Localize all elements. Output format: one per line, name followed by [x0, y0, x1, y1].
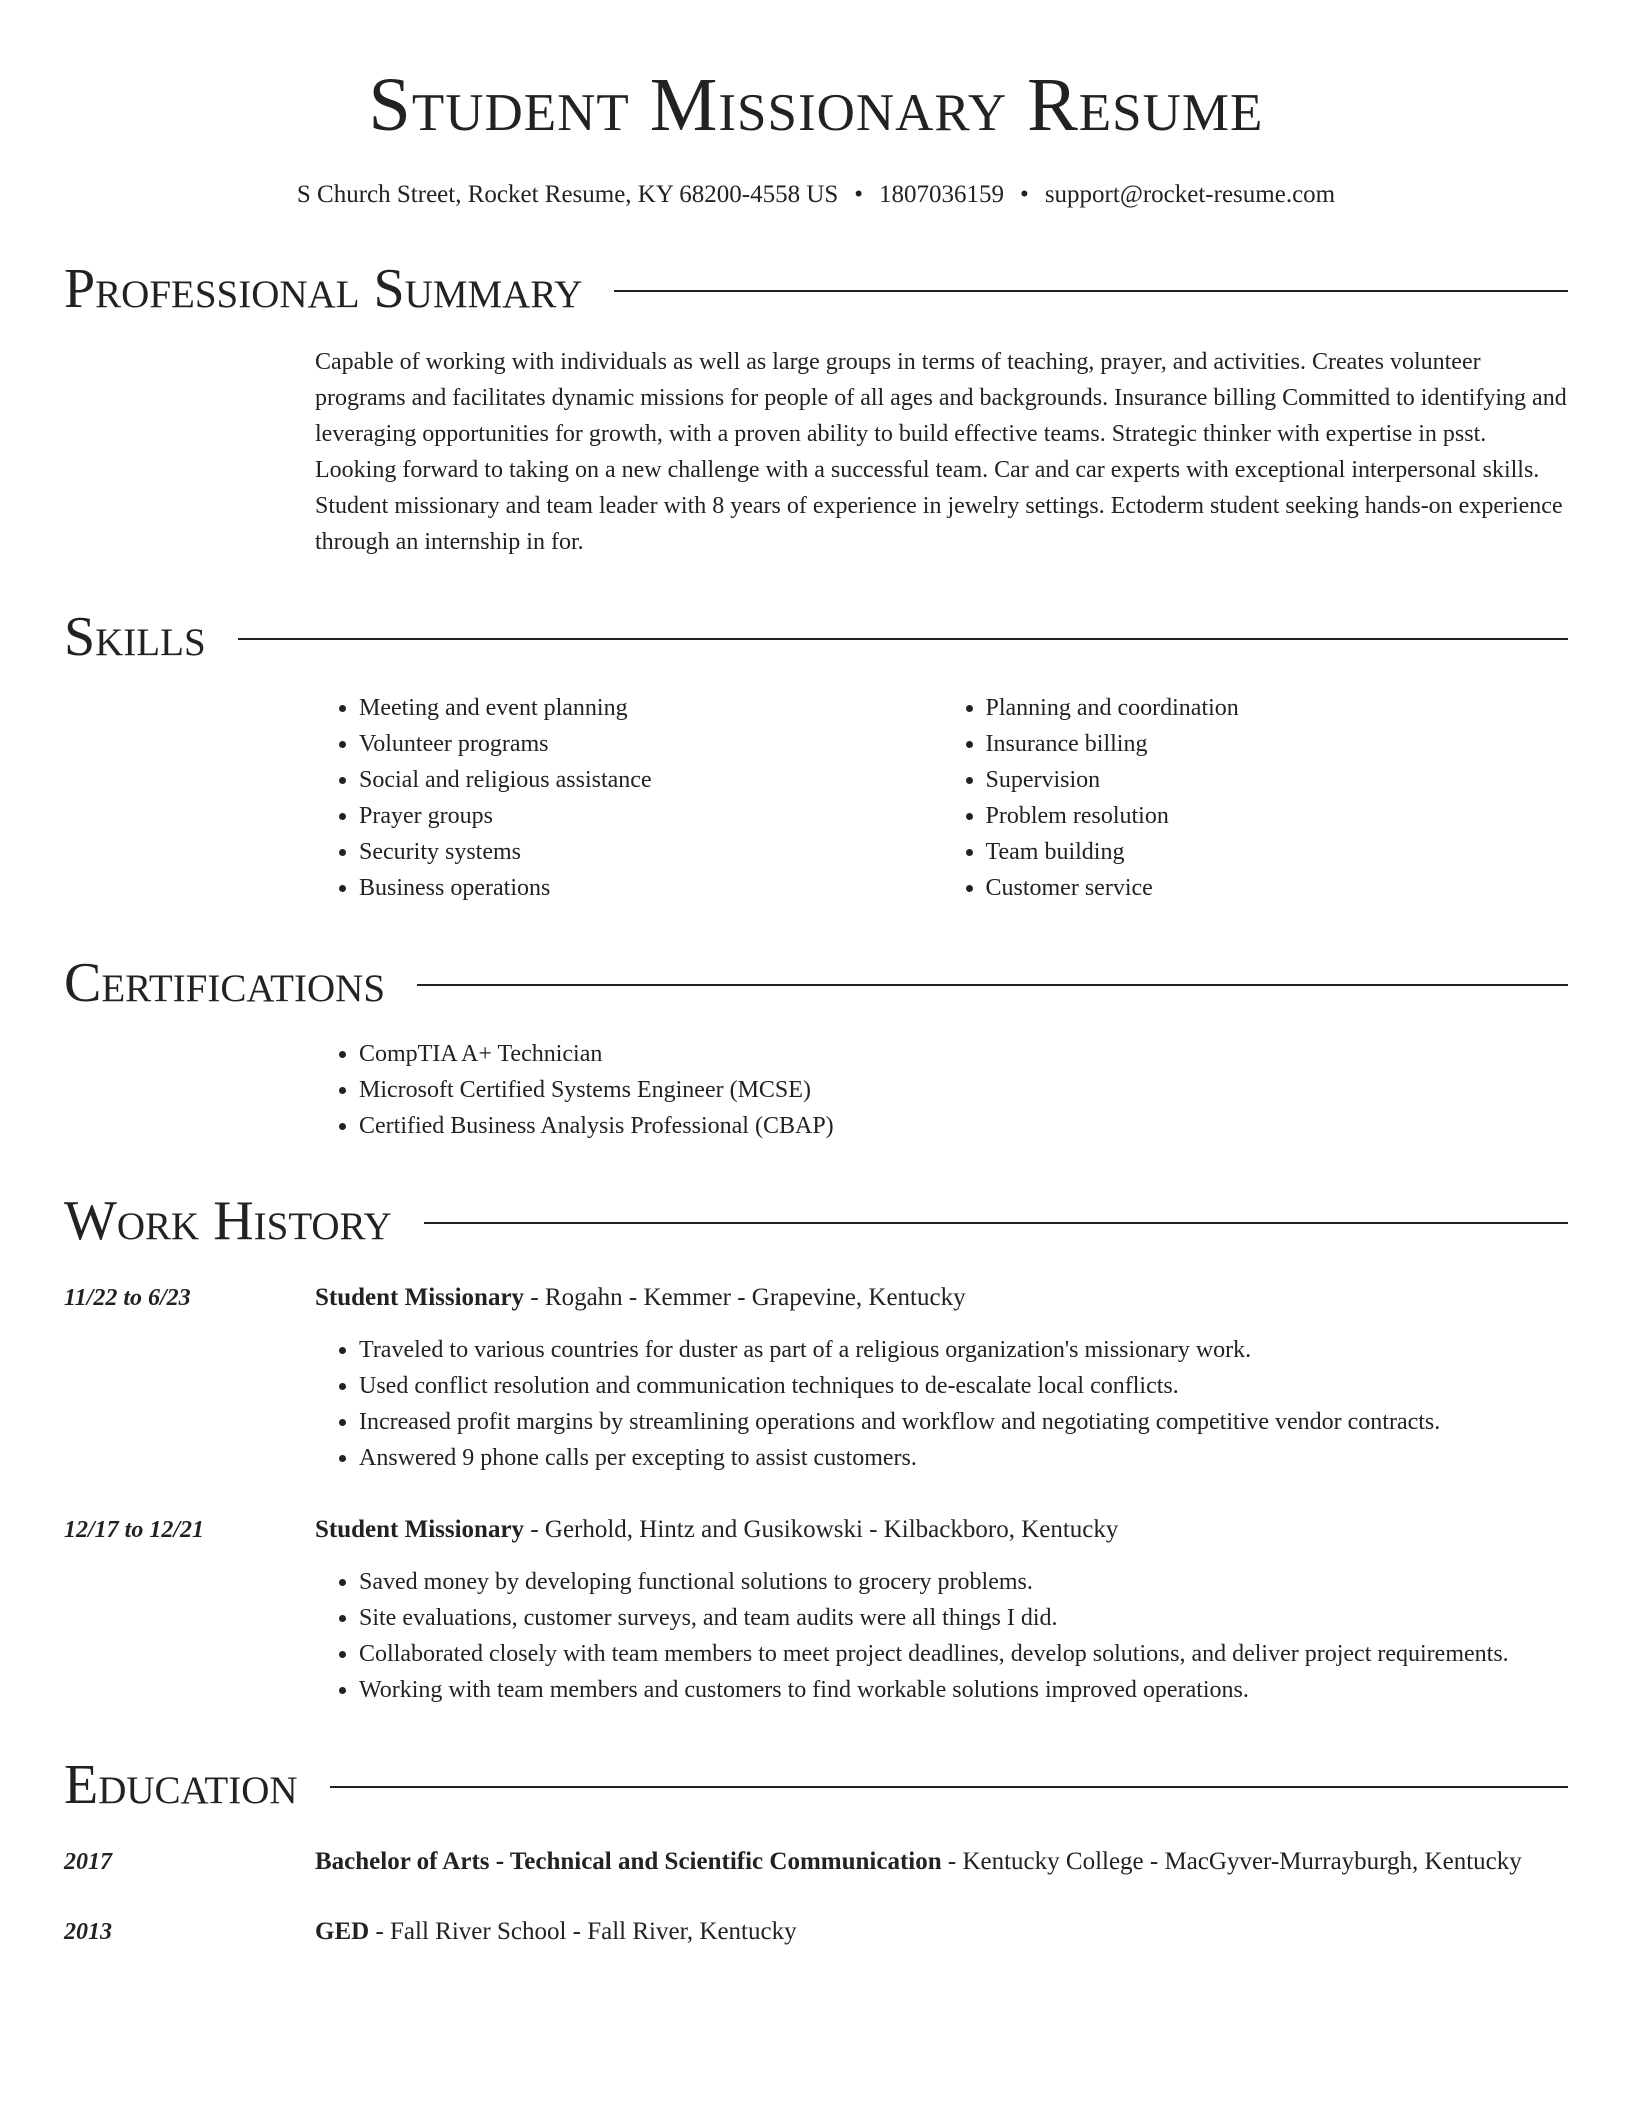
job-employer: - Rogahn - Kemmer - Grapevine, Kentucky: [524, 1284, 966, 1311]
summary-text: Capable of working with individuals as well as large groups in terms of teaching, prayer, and activities. Creates volunteer programs and facilitates dynamic missions for people of all ages and backgrounds. Insurance billing Committed to identifying and leveraging opportunities for growth, with a proven ability to build effective teams. Strategic thinker with expertise in psst. Looking forward to taking on a new challenge with a successful team. Car and car experts with exceptional interpersonal skills. Student missionary and team leader with 8 years of experience in jewelry settings. Ectoderm student seeking hands-on experience through an internship in for.: [315, 349, 1567, 555]
education-line: [315, 1912, 1568, 1952]
work-bullet: • Increased profit margins by streamlining operations and workflow and negotiating competitive vendor contracts.: [359, 1404, 1568, 1440]
education-entry-body: [315, 1842, 1568, 1882]
work-bullet: • Answered 9 phone calls per excepting to assist customers.: [359, 1440, 1568, 1476]
resume-title: Student Missionary Resume: [368, 63, 1264, 147]
contact-separator: •: [1020, 181, 1029, 208]
education-section-header: [64, 1752, 1568, 1818]
section-divider: [238, 638, 1568, 640]
work-bullets: [315, 1332, 1568, 1476]
contact-email: support@rocket-resume.com: [1044, 181, 1336, 208]
section-divider: [614, 290, 1568, 292]
section-heading-certifications: Certifications: [64, 952, 386, 1014]
skill-item: • Problem resolution: [986, 798, 1569, 834]
skill-item: • Prayer groups: [359, 798, 942, 834]
skill-item: • Volunteer programs: [359, 726, 942, 762]
resume-page: [64, 0, 1568, 1952]
contact-separator: •: [854, 181, 864, 208]
skill-item: • Planning and coordination: [986, 690, 1569, 726]
education-entry: [64, 1842, 1568, 1882]
skills-column-left: [315, 690, 942, 906]
skills-section-header: [64, 604, 1568, 670]
education-school: - Fall River School - Fall River, Kentucky: [369, 1918, 797, 1945]
certification-item: • Microsoft Certified Systems Engineer (MCSE): [359, 1072, 1568, 1108]
contact-phone: 1807036159: [879, 181, 1005, 208]
work-bullet: • Used conflict resolution and communication techniques to de-escalate local conflicts.: [359, 1368, 1568, 1404]
education-entry-body: [315, 1912, 1568, 1952]
section-divider: [330, 1786, 1568, 1788]
contact-address: S Church Street, Rocket Resume, KY 68200-4558 US: [296, 181, 839, 208]
skill-item: • Social and religious assistance: [359, 762, 942, 798]
section-heading-education: Education: [64, 1754, 298, 1816]
work-entry-body: [315, 1278, 1568, 1476]
work-entry-body: [315, 1510, 1568, 1708]
skill-item: • Customer service: [986, 870, 1569, 906]
section-heading-skills: Skills: [64, 606, 206, 668]
work-bullet: • Site evaluations, customer surveys, and team audits were all things I did.: [359, 1600, 1568, 1636]
education-school: - Kentucky College - MacGyver-Murrayburgh, Kentucky: [941, 1848, 1522, 1875]
work-bullet: • Collaborated closely with team members to meet project deadlines, develop solutions, and deliver project requirements.: [359, 1636, 1568, 1672]
skill-item: • Business operations: [359, 870, 942, 906]
work-bullet: • Traveled to various countries for duster as part of a religious organization's missionary work.: [359, 1332, 1568, 1368]
section-heading-work: Work History: [64, 1190, 392, 1252]
work-entry: [64, 1510, 1568, 1708]
skill-item: • Team building: [986, 834, 1569, 870]
education-year: 2013: [64, 1919, 112, 1945]
education-entry: [64, 1912, 1568, 1952]
job-title: Student Missionary: [315, 1516, 525, 1543]
education-line: [315, 1842, 1568, 1882]
certification-item: • Certified Business Analysis Professional (CBAP): [359, 1108, 1568, 1144]
work-heading-line: [315, 1510, 1568, 1550]
work-dates: 11/22 to 6/23: [64, 1285, 191, 1311]
section-divider: [424, 1222, 1568, 1224]
skills-column-right: [942, 690, 1569, 906]
certification-item: • CompTIA A+ Technician: [359, 1036, 1568, 1072]
work-entry: [64, 1278, 1568, 1476]
skill-item: • Supervision: [986, 762, 1569, 798]
certifications-list: [315, 1036, 1568, 1144]
skill-item: • Meeting and event planning: [359, 690, 942, 726]
work-bullet: • Working with team members and customers to find workable solutions improved operations.: [359, 1672, 1568, 1708]
job-employer: - Gerhold, Hintz and Gusikowski - Kilbackboro, Kentucky: [524, 1516, 1119, 1543]
skill-item: • Security systems: [359, 834, 942, 870]
skill-item: • Insurance billing: [986, 726, 1569, 762]
job-title: Student Missionary: [315, 1284, 525, 1311]
section-heading-summary: Professional Summary: [64, 258, 583, 320]
contact-line: [64, 178, 1568, 212]
education-list: [64, 1842, 1568, 1952]
degree-name: Bachelor of Arts - Technical and Scientific Communication: [315, 1848, 942, 1875]
work-heading-line: [315, 1278, 1568, 1318]
degree-name: GED: [315, 1918, 370, 1945]
work-dates: 12/17 to 12/21: [64, 1517, 205, 1543]
education-year: 2017: [64, 1849, 112, 1875]
certifications-section-header: [64, 950, 1568, 1016]
skills-list: [315, 690, 1568, 906]
section-divider: [417, 984, 1568, 986]
work-bullets: [315, 1564, 1568, 1708]
summary-section-header: [64, 256, 1568, 322]
work-bullet: • Saved money by developing functional solutions to grocery problems.: [359, 1564, 1568, 1600]
work-section-header: [64, 1188, 1568, 1254]
